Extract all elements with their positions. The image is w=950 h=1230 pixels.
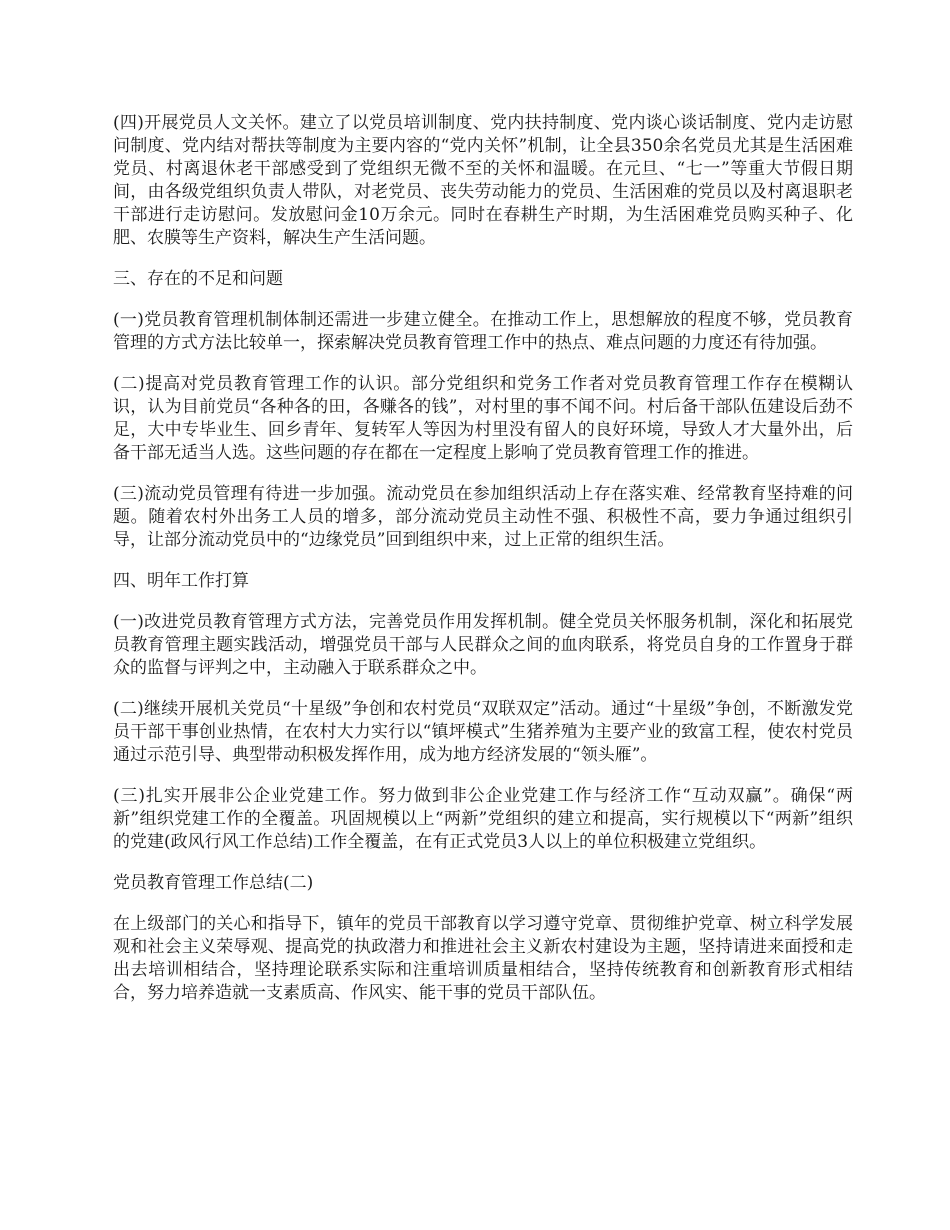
paragraph-non-public: (三)扎实开展非公企业党建工作。努力做到非公企业党建工作与经济工作“互动双赢”。确保“两新”组织党建工作的全覆盖。巩固规模以上“两新”党组织的建立和提高，实行规模以下“两新”组织的党建(政风行风工作总结)工作全覆盖，在有正式党员3人以上的单位积极建立党组织。 [113,786,853,852]
paragraph-ten-star: (二)继续开展机关党员“十星级”争创和农村党员“双联双定”活动。通过“十星级”争创，不断激发党员干部干事创业热情，在农村大力实行以“镇坪模式”生猪养殖为主要产业的致富工程，使农村党员通过示范引导、典型带动积极发挥作用，成为地方经济发展的“领头雁”。 [113,699,853,765]
paragraph-mechanism: (一)党员教育管理机制体制还需进一步建立健全。在推动工作上，思想解放的程度不够，党员教育管理的方式方法比较单一，探索解决党员教育管理工作中的热点、难点问题的力度还有待加强。 [113,310,853,353]
paragraph-summary-intro: 在上级部门的关心和指导下，镇年的党员干部教育以学习遵守党章、贯彻维护党章、树立科学发展观和社会主义荣辱观、提高党的执政潜力和推进社会主义新农村建设为主题，坚持请进来面授和走出去培训相结合，坚持理论联系实际和注重培训质量相结合，坚持传统教育和创新教育形式相结合，努力培养造就一支素质高、作风实、能干事的党员干部队伍。 [113,914,853,1003]
section-heading-next-year: 四、明年工作打算 [113,571,249,591]
paragraph-awareness: (二)提高对党员教育管理工作的认识。部分党组织和党务工作者对党员教育管理工作存在模糊认识，认为目前党员“各种各的田，各赚各的钱”，对村里的事不闻不问。村后备干部队伍建设后劲不足，大中专毕业生、回乡青年、复转军人等因为村里没有留人的良好环境，导致人才大量外出，后备干部无适当人选。这些问题的存在都在一定程度上影响了党员教育管理工作的推进。 [113,374,853,463]
paragraph-mobile-members: (三)流动党员管理有待进一步加强。流动党员在参加组织活动上存在落实难、经常教育坚持难的问题。随着农村外出务工人员的增多，部分流动党员主动性不强、积极性不高，要力争通过组织引导，让部分流动党员中的“边缘党员”回到组织中来，过上正常的组织生活。 [113,484,853,550]
section-heading-problems: 三、存在的不足和问题 [113,269,283,289]
document-body [113,112,853,1023]
document-subtitle: 党员教育管理工作总结(二) [113,873,314,893]
paragraph-party-care: (四)开展党员人文关怀。建立了以党员培训制度、党内扶持制度、党内谈心谈话制度、党内走访慰问制度、党内结对帮扶等制度为主要内容的“党内关怀”机制，让全县350余名党员尤其是生活困难党员、村离退休老干部感受到了党组织无微不至的关怀和温暖。在元旦、“七一”等重大节假日期间，由各级党组织负责人带队，对老党员、丧失劳动能力的党员、生活困难的党员以及村离退职老干部进行走访慰问。发放慰问金10万余元。同时在春耕生产时期，为生活困难党员购买种子、化肥、农膜等生产资料，解决生产生活问题。 [113,113,853,248]
paragraph-improve-methods: (一)改进党员教育管理方式方法，完善党员作用发挥机制。健全党员关怀服务机制，深化和拓展党员教育管理主题实践活动，增强党员干部与人民群众之间的血肉联系，将党员自身的工作置身于群众的监督与评判之中，主动融入于联系群众之中。 [113,612,853,678]
